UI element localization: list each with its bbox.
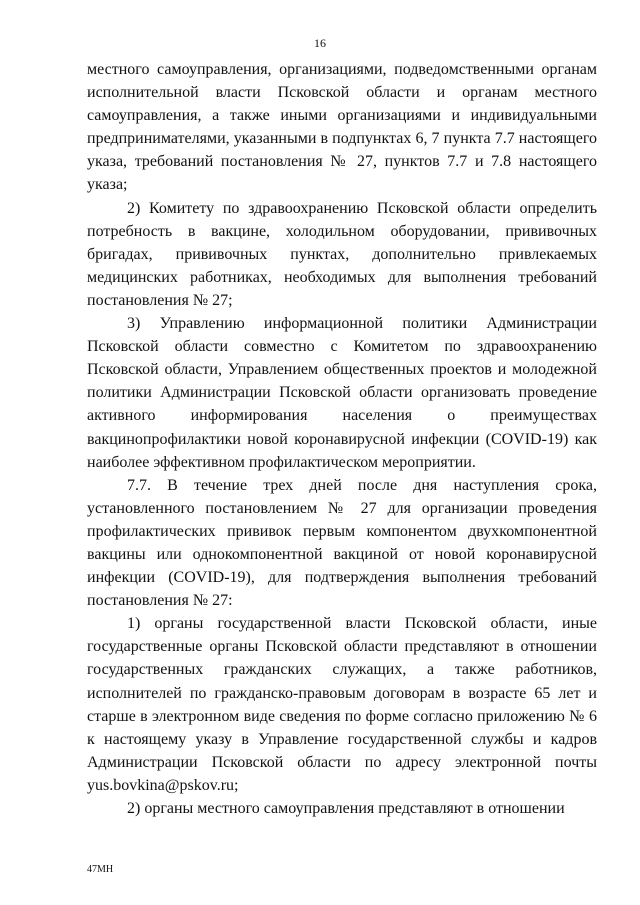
- paragraph: 2) органы местного самоуправления представляют в отношении: [127, 800, 565, 817]
- body-text: [87, 58, 597, 820]
- paragraph: 7.7. В течение трех дней после дня наступления срока, установленного постановлением № 27 для организации проведения профилактических прививок первым компонентом двухкомпонентной вакцины или однокомпонентной вакциной от новой коронавирусной инфекции (COVID-19), для подтверждения выполнения требований постановления № 27:: [87, 476, 597, 610]
- paragraph: 2) Комитету по здравоохранению Псковской области определить потребность в вакцине, холодильном оборудовании, прививочных бригадах, прививочных пунктах, дополнительно привлекаемых медицинских работниках, необходимых для выполнения требований постановления № 27;: [87, 199, 597, 309]
- paragraph: 3) Управлению информационной политики Администрации Псковской области совместно с Комитетом по здравоохранению Псковской области, Управлением общественных проектов и молодежной политики Администрации Псковской области организовать проведение активного информирования населения о преимуществах вакцинопрофилактики новой коронавирусной инфекции (COVID-19) как наиболее эффективном профилактическом мероприятии.: [87, 315, 597, 471]
- footer-code: 47МН: [87, 864, 114, 875]
- page-number: 16: [314, 36, 326, 50]
- paragraph: местного самоуправления, организациями, подведомственными органам исполнительной власти Псковской области и органам местного самоуправления, а также иными организациями и индивидуальными предпринимателями, указанными в подпунктах 6, 7 пункта 7.7 настоящего указа, требований постановления № 27, пунктов 7.7 и 7.8 настоящего указа;: [87, 61, 597, 194]
- paragraph: 1) органы государственной власти Псковской области, иные государственные органы Псковской области представляют в отношении государственных гражданских служащих, а также работников, исполнителей по гражданско-правовым договорам в возрасте 65 лет и старше в электронном виде сведения по форме согласно приложению № 6 к настоящему указу в Управление государственной службы и кадров Администрации Псковской области по адресу электронной почты yus.bovkina@pskov.ru;: [87, 615, 597, 794]
